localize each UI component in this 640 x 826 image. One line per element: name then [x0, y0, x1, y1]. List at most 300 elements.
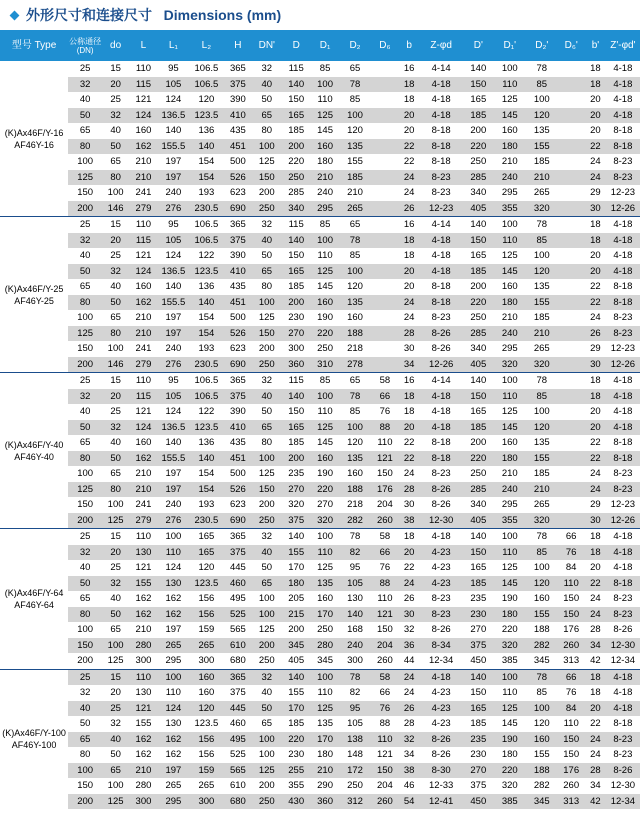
- table-cell: 24: [590, 749, 601, 761]
- table-cell: 32: [68, 233, 102, 249]
- table-cell: 160: [347, 312, 363, 324]
- table-cell: 8-23: [606, 326, 640, 342]
- table-cell: 220: [463, 295, 493, 311]
- table-cell: 4-18: [606, 373, 640, 389]
- table-row: [0, 529, 640, 545]
- table-cell: 160: [311, 295, 340, 311]
- table-cell: 20: [590, 250, 601, 262]
- table-cell: 4-18: [419, 389, 463, 405]
- table-cell: 82: [349, 687, 361, 699]
- table-cell: 4-18: [419, 669, 463, 685]
- table-cell: 150: [252, 170, 282, 186]
- table-cell: 430: [282, 794, 311, 810]
- table-cell: 230.5: [189, 201, 224, 217]
- table-cell: 230: [288, 312, 305, 324]
- table-cell: 25: [110, 94, 121, 106]
- table-cell: [557, 341, 585, 357]
- table-cell: 135: [311, 576, 340, 592]
- table-cell: 12-41: [419, 794, 463, 810]
- table-cell: 30: [399, 607, 419, 623]
- table-cell: 150: [376, 468, 393, 480]
- table-cell: 155: [282, 545, 311, 561]
- table-cell: 210: [526, 326, 557, 342]
- table-cell: 121: [135, 406, 152, 418]
- table-cell: 8-23: [431, 593, 451, 605]
- table-cell: 230.5: [189, 357, 224, 373]
- table-cell: 240: [165, 343, 182, 355]
- table-cell: 150: [252, 326, 282, 342]
- table-cell: [557, 92, 585, 108]
- table-cell: 4-14: [431, 63, 451, 75]
- table-cell: 162: [129, 139, 158, 155]
- table-cell: 85: [526, 233, 557, 249]
- table-cell: 123.5: [189, 576, 224, 592]
- table-cell: 100: [311, 669, 340, 685]
- table-cell: [557, 264, 585, 280]
- table-cell: 250: [317, 624, 333, 636]
- table-cell: 240: [493, 170, 526, 186]
- table-row: [0, 560, 640, 576]
- table-cell: [557, 248, 585, 264]
- table-cell: 312: [340, 794, 371, 810]
- table-cell: 241: [135, 343, 152, 355]
- table-cell: 150: [288, 250, 305, 262]
- table-cell: 125: [317, 562, 333, 574]
- table-cell: 110: [158, 545, 189, 561]
- table-cell: 100: [311, 77, 340, 93]
- table-cell: 200: [68, 794, 102, 810]
- table-cell: 106.5: [189, 77, 224, 93]
- table-cell: 197: [165, 624, 182, 636]
- table-cell: 220: [311, 482, 340, 498]
- table-cell: 4-18: [606, 545, 640, 561]
- table-cell: 4-18: [431, 406, 451, 418]
- table-cell: 185: [533, 156, 550, 168]
- table-cell: 200: [282, 295, 311, 311]
- table-cell: 30: [585, 201, 606, 217]
- table-cell: 136: [198, 437, 215, 449]
- table-cell: 18: [585, 389, 606, 405]
- table-cell: 65: [252, 576, 282, 592]
- table-cell: 375: [229, 687, 246, 699]
- table-cell: [557, 217, 585, 233]
- table-cell: 78: [526, 373, 557, 389]
- table-cell: 18: [585, 77, 606, 93]
- table-cell: 32: [110, 718, 121, 730]
- table-row: [0, 389, 640, 405]
- table-cell: [370, 233, 399, 249]
- table-cell: 18: [585, 373, 606, 389]
- table-cell: 28: [590, 624, 601, 636]
- column-header: D₂': [526, 30, 557, 61]
- table-cell: 235: [288, 468, 305, 480]
- table-cell: 36: [399, 638, 419, 654]
- table-cell: 240: [493, 326, 526, 342]
- table-cell: 4-18: [419, 264, 463, 280]
- table-cell: [557, 326, 585, 342]
- table-cell: 66: [557, 669, 585, 685]
- table-cell: 170: [311, 607, 340, 623]
- table-cell: 200: [252, 638, 282, 654]
- table-cell: 385: [493, 794, 526, 810]
- table-cell: 390: [229, 406, 246, 418]
- table-cell: 320: [311, 513, 340, 529]
- table-cell: 25: [68, 373, 102, 389]
- table-cell: 100: [526, 701, 557, 717]
- table-cell: 65: [79, 593, 91, 605]
- table-cell: 500: [229, 468, 246, 480]
- table-cell: 124: [129, 420, 158, 436]
- table-cell: 451: [224, 451, 252, 467]
- table-cell: 130: [165, 718, 182, 730]
- table-cell: [370, 357, 399, 373]
- table-cell: 565: [229, 624, 246, 636]
- table-cell: 130: [347, 593, 363, 605]
- table-cell: [557, 77, 585, 93]
- table-cell: [370, 279, 399, 295]
- table-cell: 12-30: [606, 638, 640, 654]
- table-cell: 180: [493, 295, 526, 311]
- table-cell: 78: [340, 77, 371, 93]
- table-cell: 32: [68, 77, 102, 93]
- table-cell: 435: [229, 437, 246, 449]
- table-cell: 8-23: [606, 170, 640, 186]
- table-cell: 185: [533, 312, 550, 324]
- table-cell: 40: [252, 545, 282, 561]
- table-cell: 170: [288, 562, 305, 574]
- table-cell: 4-18: [606, 701, 640, 717]
- table-cell: 197: [158, 763, 189, 779]
- table-cell: 22: [585, 451, 606, 467]
- table-cell: 100: [252, 295, 282, 311]
- table-cell: 85: [349, 94, 361, 106]
- type-cell: (K)Ax46F/Y-64 AF46Y-64: [0, 529, 68, 670]
- table-cell: 279: [129, 201, 158, 217]
- table-cell: 410: [224, 264, 252, 280]
- table-cell: 76: [370, 701, 399, 717]
- table-cell: 34: [403, 749, 415, 761]
- table-cell: 18: [399, 529, 419, 545]
- table-cell: 4-14: [419, 373, 463, 389]
- table-cell: 125: [258, 312, 275, 324]
- table-cell: 120: [347, 281, 363, 293]
- table-cell: 28: [403, 718, 415, 730]
- table-cell: 4-18: [431, 250, 451, 262]
- table-cell: 110: [493, 77, 526, 93]
- table-cell: 4-18: [606, 264, 640, 280]
- table-cell: 24: [585, 170, 606, 186]
- table-cell: 100: [258, 593, 275, 605]
- table-cell: 125: [258, 156, 275, 168]
- table-cell: 120: [189, 701, 224, 717]
- table-cell: 12-34: [429, 655, 454, 667]
- table-cell: 110: [563, 718, 579, 730]
- table-cell: 295: [501, 343, 518, 355]
- table-cell: 65: [340, 373, 371, 389]
- table-row: [0, 622, 640, 638]
- table-cell: 265: [533, 187, 550, 199]
- table-cell: 24: [403, 687, 415, 699]
- table-cell: 124: [165, 562, 182, 574]
- table-cell: 365: [224, 217, 252, 233]
- table-cell: 270: [282, 326, 311, 342]
- table-cell: 40: [68, 701, 102, 717]
- table-cell: 265: [340, 201, 371, 217]
- table-cell: 121: [135, 94, 152, 106]
- table-cell: 20: [585, 264, 606, 280]
- table-cell: 210: [129, 763, 158, 779]
- table-cell: 180: [501, 749, 518, 761]
- table-cell: 100: [340, 420, 371, 436]
- table-cell: 24: [590, 156, 601, 168]
- table-cell: 65: [252, 108, 282, 124]
- column-header: L: [129, 30, 158, 61]
- table-cell: 20: [399, 264, 419, 280]
- table-cell: 205: [288, 593, 305, 605]
- table-cell: [370, 123, 399, 139]
- table-row: [0, 420, 640, 436]
- table-cell: 25: [102, 701, 129, 717]
- table-cell: 155: [135, 718, 152, 730]
- table-cell: 110: [129, 217, 158, 233]
- table-cell: 240: [317, 187, 333, 199]
- table-cell: 125: [258, 624, 275, 636]
- table-cell: 145: [317, 281, 333, 293]
- table-cell: 8-18: [431, 156, 451, 168]
- type-cell: (K)Ax46F/Y-25 AF46Y-25: [0, 217, 68, 373]
- table-cell: 4-18: [419, 77, 463, 93]
- column-header: D₁: [311, 30, 340, 61]
- table-cell: 150: [463, 233, 493, 249]
- table-cell: 65: [340, 217, 371, 233]
- table-cell: 154: [189, 170, 224, 186]
- table-cell: 34: [585, 638, 606, 654]
- table-cell: 188: [526, 763, 557, 779]
- table-cell: 180: [317, 156, 333, 168]
- table-cell: [557, 435, 585, 451]
- column-header: D₁': [493, 30, 526, 61]
- table-cell: 265: [533, 343, 550, 355]
- table-cell: [557, 295, 585, 311]
- table-cell: 240: [165, 499, 182, 511]
- table-cell: 156: [198, 749, 215, 761]
- table-cell: 8-18: [613, 281, 633, 293]
- table-cell: 110: [129, 669, 158, 685]
- table-cell: 65: [252, 264, 282, 280]
- table-cell: 65: [349, 63, 361, 75]
- column-header: b: [399, 30, 419, 61]
- table-cell: 120: [526, 420, 557, 436]
- table-cell: 135: [340, 295, 371, 311]
- table-cell: 32: [68, 389, 102, 405]
- table-cell: 4-18: [419, 233, 463, 249]
- table-cell: [557, 139, 585, 155]
- table-cell: 20: [403, 125, 415, 137]
- table-cell: 115: [282, 373, 311, 389]
- table-cell: 197: [165, 312, 182, 324]
- table-cell: 78: [340, 389, 371, 405]
- table-cell: 28: [399, 326, 419, 342]
- table-cell: 65: [79, 125, 91, 137]
- table-cell: 285: [463, 326, 493, 342]
- table-cell: 405: [463, 513, 493, 529]
- table-cell: 150: [77, 499, 94, 511]
- table-cell: 80: [68, 451, 102, 467]
- table-row: [0, 435, 640, 451]
- table-cell: 22: [585, 295, 606, 311]
- table-cell: 8-18: [431, 125, 451, 137]
- table-cell: 4-18: [613, 687, 633, 699]
- table-cell: 525: [229, 749, 246, 761]
- table-cell: 100: [493, 529, 526, 545]
- column-header: 公称通径 (DN): [68, 30, 102, 61]
- table-cell: 8-26: [431, 624, 451, 636]
- table-row: [0, 732, 640, 748]
- table-cell: 123.5: [194, 718, 219, 730]
- table-cell: 120: [198, 562, 215, 574]
- table-cell: 4-18: [613, 562, 633, 574]
- table-row: [0, 61, 640, 77]
- table-cell: 20: [585, 701, 606, 717]
- column-header: H: [224, 30, 252, 61]
- table-cell: 40: [79, 406, 91, 418]
- table-cell: 136.5: [158, 264, 189, 280]
- table-cell: 165: [282, 108, 311, 124]
- table-cell: 58: [370, 669, 399, 685]
- table-cell: 12-34: [606, 794, 640, 810]
- table-cell: 40: [261, 687, 273, 699]
- table-cell: 185: [288, 125, 305, 137]
- table-cell: [370, 92, 399, 108]
- table-cell: 250: [470, 468, 487, 480]
- table-cell: 165: [282, 420, 311, 436]
- table-cell: 4-18: [606, 420, 640, 436]
- table-cell: 155: [533, 749, 550, 761]
- table-cell: 250: [317, 343, 333, 355]
- table-cell: 162: [129, 295, 158, 311]
- table-cell: 8-18: [613, 437, 633, 449]
- table-cell: 29: [590, 343, 601, 355]
- table-cell: 313: [557, 794, 585, 810]
- table-cell: 162: [129, 451, 158, 467]
- table-cell: 4-18: [613, 94, 633, 106]
- table-cell: 125: [311, 701, 340, 717]
- table-cell: 124: [165, 250, 182, 262]
- table-cell: [370, 170, 399, 186]
- table-cell: 8-23: [606, 732, 640, 748]
- table-cell: 160: [533, 593, 550, 605]
- table-cell: 124: [129, 108, 158, 124]
- table-cell: 78: [526, 669, 557, 685]
- table-cell: 160: [198, 687, 215, 699]
- table-cell: 140: [282, 233, 311, 249]
- table-cell: 280: [129, 638, 158, 654]
- table-cell: 20: [590, 562, 601, 574]
- table-cell: 210: [526, 482, 557, 498]
- table-cell: 100: [102, 638, 129, 654]
- table-cell: 340: [470, 343, 487, 355]
- table-cell: 140: [463, 217, 493, 233]
- table-cell: 210: [129, 482, 158, 498]
- table-cell: 170: [311, 732, 340, 748]
- table-cell: 38: [399, 513, 419, 529]
- table-cell: 155: [526, 451, 557, 467]
- table-cell: 40: [110, 593, 121, 605]
- table-cell: 20: [102, 545, 129, 561]
- table-cell: 12-30: [419, 513, 463, 529]
- table-cell: 76: [379, 562, 391, 574]
- table-cell: 140: [189, 451, 224, 467]
- table-cell: 185: [463, 264, 493, 280]
- table-cell: 210: [129, 326, 158, 342]
- table-cell: 276: [158, 201, 189, 217]
- table-cell: 8-34: [419, 638, 463, 654]
- table-cell: 220: [282, 732, 311, 748]
- table-cell: [370, 217, 399, 233]
- type-cell: (K)Ax46F/Y-40 AF46Y-40: [0, 373, 68, 529]
- table-cell: 12-26: [419, 357, 463, 373]
- table-cell: 20: [399, 108, 419, 124]
- table-cell: 255: [282, 763, 311, 779]
- table-cell: 215: [282, 607, 311, 623]
- table-cell: 125: [501, 406, 518, 418]
- column-header: b': [585, 30, 606, 61]
- table-cell: 138: [340, 732, 371, 748]
- table-cell: 155.5: [158, 139, 189, 155]
- table-cell: 110: [317, 406, 333, 418]
- table-cell: 100: [493, 669, 526, 685]
- table-cell: 88: [370, 576, 399, 592]
- table-cell: 136.5: [158, 420, 189, 436]
- table-cell: 106.5: [189, 389, 224, 405]
- table-cell: 345: [317, 655, 333, 667]
- table-cell: 65: [252, 420, 282, 436]
- table-cell: 24: [399, 669, 419, 685]
- table-cell: 160: [347, 468, 363, 480]
- table-cell: 265: [533, 499, 550, 511]
- table-cell: 32: [252, 669, 282, 685]
- table-cell: 100: [158, 529, 189, 545]
- table-cell: 8-26: [431, 749, 451, 761]
- table-cell: 210: [135, 156, 152, 168]
- table-cell: 270: [317, 499, 333, 511]
- table-cell: 34: [399, 357, 419, 373]
- table-cell: [557, 373, 585, 389]
- table-cell: 20: [590, 406, 601, 418]
- table-cell: 30: [585, 513, 606, 529]
- table-cell: 20: [110, 687, 121, 699]
- table-cell: 150: [557, 607, 585, 623]
- table-cell: 50: [102, 295, 129, 311]
- table-cell: 40: [110, 281, 121, 293]
- table-cell: 32: [252, 373, 282, 389]
- table-cell: 204: [376, 499, 393, 511]
- table-cell: 50: [261, 562, 273, 574]
- table-cell: 340: [470, 499, 487, 511]
- table-cell: 140: [463, 669, 493, 685]
- table-cell: 260: [557, 638, 585, 654]
- table-cell: 500: [229, 312, 246, 324]
- table-row: [0, 482, 640, 498]
- table-row: [0, 607, 640, 623]
- table-cell: 110: [377, 437, 393, 449]
- table-cell: 282: [340, 513, 371, 529]
- table-cell: 110: [493, 389, 526, 405]
- table-cell: 105: [340, 576, 371, 592]
- table-cell: 22: [403, 437, 415, 449]
- table-cell: 125: [107, 655, 124, 667]
- table-cell: 120: [526, 264, 557, 280]
